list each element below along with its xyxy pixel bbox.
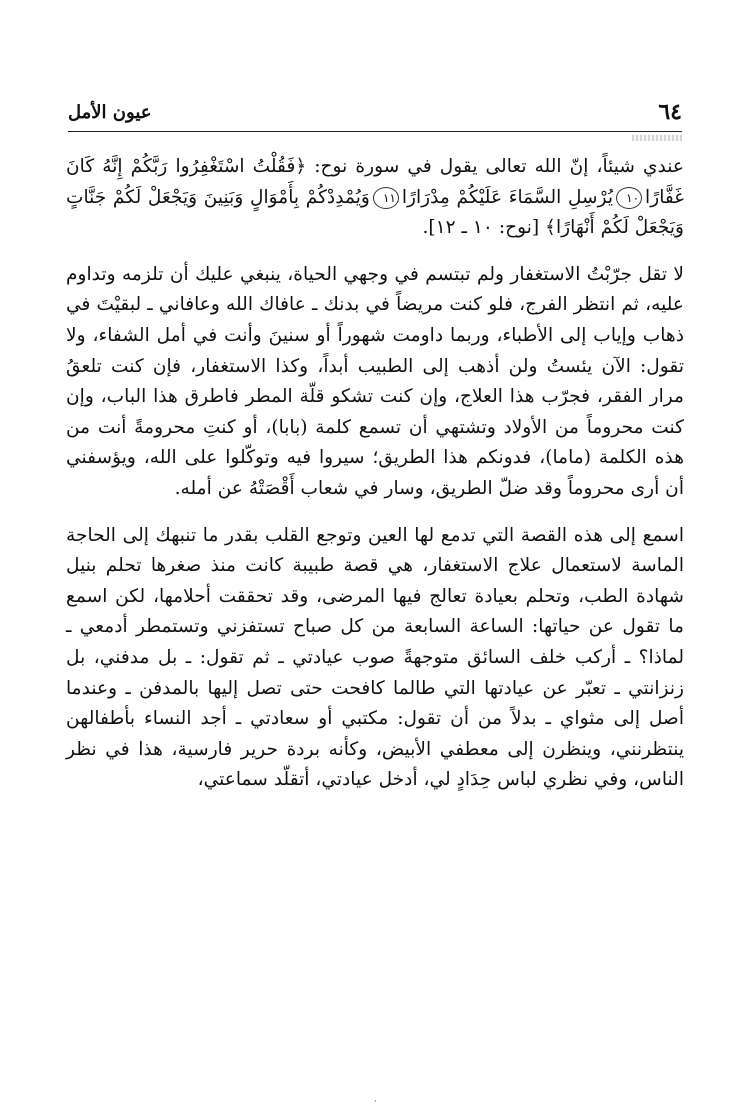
paragraph: اسمع إلى هذه القصة التي تدمع لها العين وتوجع القلب بقدر ما تنبهك إلى الحاجة الماسة لاستعمال علاج الاستغفار، هي قصة طبيبة كانت منذ صغرها تحلم بنيل شهادة الطب، وتحلم بعيادة تعالج فيها المرضى، وقد تحققت أحلامها، لكن اسمع ما تقول عن حياتها: الساعة السابعة من كل صباح تستفزني وتستمطر أدمعي ـ لماذا؟ ـ أركب خلف السائق متوجهةً صوب عيادتي ـ ثم تقول: ـ بل مدفني، بل زنزانتي ـ تعبّر عن عيادتها التي طالما كافحت حتى تصل إليها بالمدفن ـ وعندما أصل إلى مثواي ـ بدلاً من أن تقول: مكتبي أو سعادتي ـ أجد النساء بأطفالهن ينتظرنني، وينظرن إلى معطفي الأبيض، وكأنه بردة حرير فارسية، هذا في نظر الناس، وفي نظري لباس حِدَادٍ لي، أدخل عيادتي، أتقلّد سماعتي، <box>66 524 685 791</box>
verse-citation: ﴾ [نوح: ١٠ ـ ١٢]. <box>422 217 556 239</box>
verse-text: فَقُلْتُ اسْتَغْفِرُوا رَبَّكُمْ إِنَّهُ كَانَ غَفَّارًا <box>66 156 684 208</box>
ayah-number-marker: ١١ <box>373 187 399 209</box>
paragraph-quran <box>66 152 684 244</box>
paragraph: لا تقل جرّبْتُ الاستغفار ولم تبتسم في وجهي الحياة، ينبغي عليك أن تلزمه وتداوم عليه، ثم انتظر الفرج، فلو كنت مريضاً في بدنك ـ عافاك الله وعافاني ـ لبقيْتَ في ذهاب وإياب إلى الأطباء، وربما داومت شهوراً أو سنينَ وأنت في أمل الشفاء، ولا تقول: الآن يئستُ ولن أذهب إلى الطبيب أبداً، وكذا الاستغفار، فإن كنت تلعقُ مرار الفقر، فجرّب هذا العلاج، وإن كنت تشكو قلّة المطر فاطرق هذا الباب، وإن كنت محروماً من الأولاد وتشتهي أن تسمع كلمة (بابا)، أو كنتِ محرومةً أنت من هذه الكلمة (ماما)، فدونكم هذا الطريق؛ سيروا فيه وتوكّلوا على الله، ويؤسفني أن أرى محروماً وقد ضلّ الطريق، وسار في شعاب أَقْصَتْهُ عن أمله. <box>66 263 684 499</box>
ayah-number-marker: ١٠ <box>616 187 642 209</box>
running-title: عيون الأمل <box>68 102 152 123</box>
footer-mark: · <box>374 1097 377 1107</box>
body-text <box>66 152 684 796</box>
scan-stamp <box>632 135 682 141</box>
verse-text: يُرْسِلِ السَّمَاءَ عَلَيْكُمْ مِدْرَارًا <box>401 186 614 208</box>
page-header <box>68 98 682 134</box>
page-number: ٦٤ <box>658 99 682 125</box>
verse-text: وَيُمْدِدْكُمْ بِأَمْوَالٍ وَبَنِينَ وَيَجْعَلْ لَكُمْ جَنَّاتٍ وَيَجْعَلْ لَكُمْ أَنْهَارًا <box>66 186 684 239</box>
paragraph-intro: عندي شيئاً، إنّ الله تعالى يقول في سورة نوح: ﴿ <box>295 156 684 177</box>
header-rule <box>68 131 682 132</box>
